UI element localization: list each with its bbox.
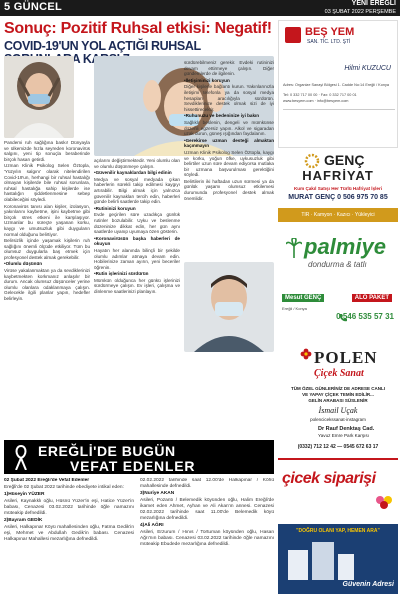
cicek-brand: çicek siparişi — [282, 470, 376, 487]
genc-footer: TIR · Kamyon · Kazıcı · Yükleyici — [301, 212, 375, 218]
obituary-column-2 — [140, 478, 274, 592]
doruk-slogan: "DOĞRU OLANI YAP, HEMEN ARA" — [296, 528, 380, 534]
genc-brand: GENÇ — [324, 152, 365, 168]
obituary-name-text: 2)Bayram GEDİK — [4, 518, 43, 523]
palmiye-person: Mesut GENÇ — [282, 294, 324, 302]
ad-genc-hafriyat[interactable] — [278, 150, 398, 222]
doruk-brand: Güvenin Adresi — [342, 581, 394, 588]
subheading-text: •İletişiminizi koruyun — [184, 77, 230, 83]
polen-person: İsmail Uçak — [318, 406, 358, 415]
obituary-name-text: 4)Ali AĞRI — [140, 523, 164, 528]
besyem-address: Adres: Organize Sanayi Bölgesi 1. Cadde No:14 Ereğli / Konya — [283, 83, 389, 87]
paragraph: Asileri, Erzurum / Hınıs / Tortuman köyünden oğlu, Hasan Ağrı'nın babası. Cenazesi 03.02.2022 tarihinde öğle namazını müteakip Ebudede mezarlığına defnedildi. — [140, 530, 274, 547]
obituary-title — [4, 478, 134, 484]
besyem-brand: BEŞ YEM — [305, 26, 355, 38]
polen-address: Yavuz Emre Park Karşısı — [318, 433, 369, 438]
paragraph: açılarını değiştirmektedir. Yeni olumlu olan ve olumlu düşünmeye çalışın. — [94, 158, 180, 169]
besyem-web: www.besyem.com · info@besyem.com — [283, 99, 349, 103]
ad-besyem[interactable] — [278, 20, 398, 148]
article-column-1 — [4, 140, 90, 436]
palmiye-brand: palmiye — [304, 234, 386, 259]
palmiye-address: Ereğli / Konya — [282, 306, 307, 311]
paragraph: Evde geçirilen süre uzadıkça günlük rutinler bozulabilir. Uyku ve beslenme düzeninize dikkat edin, her gün aynı saatlerde uyanıp uyumaya özen gösterin. — [94, 212, 180, 235]
besyem-person: Hilmi KUZUCU — [344, 65, 391, 72]
paragraph: 02.02.2022 tarihinde saat 12.00'de Halkapınar / Köhü mahallesinde defnedildi. — [140, 478, 274, 489]
paragraph: Asileri, Kaynakklı oğlu, Hüsnü Yüzer'in eşi, Hatice Yüzer'in babası, Cenazesi 03.02.2022 tarihinde öğle namazını müteakip defnedildi. — [4, 499, 134, 516]
obituary-name-text: 1)Hüseyin YÜZER — [4, 492, 45, 497]
paragraph: Koronavirüs tanısı alan kişiler, izolasyon, yakınlarını kaybetme, işini kaybetme gibi birçok stres etkeni ile karşılaşıyor. Uzmanlar bu süreçte yaşanan korku, kaygı ve umutsuzluk gibi duyguların normal olduğunu belirtiyor. — [4, 203, 90, 237]
article-headline: Sonuç: Pozitif Ruhsal etkisi: Negatif! — [4, 20, 272, 37]
ad-cicek-siparisi[interactable] — [278, 458, 398, 522]
paragraph: sürdürebilmeniz gerekir. Evdeki rutininizi devam ettirmeye çalışın. Diğer gündemlerde de ilgilenin. — [184, 60, 274, 77]
subheading-text: •Koronavirüsün başka haberleri de okuyun — [94, 235, 180, 247]
palm-icon — [286, 238, 302, 258]
genc-sub: HAFRİYAT — [302, 168, 374, 183]
genc-services: Kum Çakıl Satışı Her Türlü Hafriyat İşleri — [293, 186, 383, 191]
subheading — [4, 261, 90, 267]
paper-name — [325, 0, 396, 16]
ad-palmiye[interactable] — [278, 224, 398, 344]
subheading — [184, 138, 274, 149]
subheading-text: •Rutininizi koruyun — [94, 205, 136, 211]
banner-line-1: EREĞLİ'DE BUGÜN — [38, 443, 176, 459]
obituary-name — [4, 492, 134, 498]
besyem-tel: Tel: 0 332 717 00 00 · Fax: 0 332 717 00 01 — [283, 93, 357, 97]
genc-footer-bar — [278, 208, 398, 222]
woman-mask-image — [4, 56, 74, 138]
subheading — [184, 113, 274, 119]
paragraph: Uzman Klinik Psikolog Selen Öztopla, kaygı ve korku, yoğun öfke, uykusuzluk gibi belirtiler uzun süre devam ediyorsa mutlaka bir uzmana başvurulması gerektiğini söyledi. — [184, 149, 274, 178]
paragraph: Uzman Klinik Psikolog Selen Öztopla, 'Yüzyılın salgını' olarak nitelendirilen Covid-19'un, herhangi bir ruhsal hastalığı olmayan kişilerde bile ruhsal sorunlara, ruhsal hastalığa sahip kişilerde ise hastalığın şiddetlenmesine sebep olabileceğini söyledi. — [4, 163, 90, 202]
subheading-text: •Güvenilir kaynaklardan bilgi edinin — [94, 170, 172, 176]
building-icon — [286, 540, 356, 580]
banner-line-2: VEFAT EDENLER — [70, 458, 196, 474]
palmiye-phone: 0 546 535 57 31 — [336, 312, 394, 321]
besyem-divider — [283, 109, 395, 110]
polen-insta: polencicekssanat·instagram — [310, 417, 366, 422]
besyem-sub: SAN. TİC. LTD. ŞTİ — [307, 39, 351, 45]
paragraph: Belirtilerin iki haftadan uzun sürmesi ya da günlük yaşamı olumsuz etkilemesi durumunda profesyonel destek almak önemlidir. — [184, 178, 274, 201]
article-photo-woman — [4, 56, 74, 138]
paper-title: YENİ EREĞLİ — [351, 0, 396, 7]
subheading-text: •Olumlu düşünün — [4, 261, 43, 267]
ad-polen[interactable] — [278, 346, 398, 456]
besyem-logo — [285, 27, 301, 43]
article-column-2 — [94, 158, 180, 436]
polen-line3: GELİN ARABASI SÜSLENİR — [308, 398, 368, 403]
subheading-text: •Rutin işlerinizi sürdürün — [94, 271, 149, 277]
obituary-name — [140, 523, 274, 529]
paragraph: Pandemi ruh sağlığına baskı! Dünyayla ve ülkemizde hızla seyreden koronavirüs salgını, yeni tip sonuçla beraberinde birçok hasarı getirdi. — [4, 140, 90, 162]
ad-guvenin-adresi[interactable] — [278, 524, 398, 594]
obituary-name — [140, 491, 274, 497]
polen-brand: POLEN — [314, 348, 378, 367]
paragraph: Virüse yakalanmaktan ya da sevdiklerinizi kaybetmekten korkmanız anlaşılır bir durum. Ancak olumsuz düşünceler yerine olumlu olanlara odaklanmaya çalışın. Gelecekle ilgili planlar yapın, hedefler belirleyin. — [4, 268, 90, 302]
subheading-text: •Ruhunuzu ve bedeninize iyi bakın — [184, 113, 260, 119]
palmiye-orders: ALO PAKET — [352, 294, 392, 302]
polen-tel: (0332) 712 12 42 — 0545 672 63 17 — [297, 444, 379, 450]
bouquet-icon — [374, 494, 394, 514]
genc-phone: MURAT GENÇ 0 506 975 70 85 — [288, 194, 388, 201]
issue-date: 03 ŞUBAT 2022 PERŞEMBE — [324, 9, 396, 15]
obituary-name-text: 3)Nuriye AKAN — [140, 491, 175, 496]
obituary-column-1 — [4, 478, 134, 592]
subheading — [94, 236, 180, 247]
article-subhead: COVID-19'UN YOL AÇTIĞI RUHSAL — [4, 39, 201, 53]
paragraph: Hayatın her alanında bilinçli bir şekilde olumlu adımlar atmaya devam edin. Hobilerinize zaman ayırın, yeni beceriler öğrenin. — [94, 247, 180, 270]
paragraph: Asileri, Pozantı / Belemedik köyünden oğlu, Halim Ereğli'de ikamet eden Ahmet, Ayhan ve Ali Akan'ın annesi. Cenazesi 02.02.2022 tarihinde saat 11.00'de Belemedik köyü mezarlığına defnedildi. — [140, 498, 274, 521]
paragraph: Medya ve sosyal medyada çıkan haberlerin sürekli takip edilmesi kaygıyı artırabilir. Bilgi almak için yalnızca güvenilir kaynakları tercih edin, haberleri günde belirli saatlerde takip edin. — [94, 176, 180, 205]
polen-doctor: Dr Rauf Denktaş Cad. — [318, 426, 375, 432]
obituary-name — [4, 518, 134, 524]
obituary-title-text: 02 Şubat 2022 Ereğli'de Vefat Edenler — [4, 478, 90, 483]
article-column-3 — [184, 60, 274, 300]
subheading — [94, 206, 180, 212]
page-header — [0, 0, 400, 16]
paragraph: Belirsizlik içinde yaşamak kişilerin ruh sağlığını önemli ölçüde etkiliyor. Tüm bu olumsuz duygularla baş etmek için profesyonel destek almak gerekebilir. — [4, 238, 90, 260]
obituary-banner — [4, 440, 274, 474]
black-ribbon-icon — [14, 444, 28, 470]
subheading — [94, 170, 180, 176]
paragraph: Mümkün olduğunca her günkü işlerinizi sürdürmeye çalışın. Ev işleri, çalışma ve dinlenme saatlerinizi planlayın. — [94, 277, 180, 295]
gear-icon — [304, 153, 320, 169]
flower-icon — [300, 348, 312, 360]
paragraph: Diğer kişilerle bağlantı kurun. Yakınlarınızla iletişimi telefonla ya da sosyal medya hesapları aracılığıyla sürdürün. Sevdiklerinize destek olmak sizi de iyi hissettirecektir. — [184, 84, 274, 112]
polen-line2: VE YAPAY ÇİÇEK TEMİN EDİLİR... — [302, 392, 374, 397]
palmiye-sub: dondurma & tatlı — [308, 260, 367, 269]
paragraph: Ereğli'de 02 Şubat 2022 tarihinde ebediyete intikal eden: — [4, 485, 124, 490]
subheading-text: •Gerekirse uzman desteği almaktan kaçınmayın — [184, 137, 274, 149]
paragraph: Sağlıklı beslenin, dengeli ve mümkünse düzenli egzersiz yapın. Alkol ve sigaradan uzak durun, güneş ışığından faydalanın. — [184, 119, 274, 137]
paragraph: Asileri, Halkapınar Köyü mahallesinden oğlu, Fatma Gedik'in eşi, Mehmet ve Abdullah Gedik'in babası. Cenazesi Halkapınar Mahallesi mezarlığına defnedildi. — [4, 525, 134, 542]
subheading — [184, 78, 274, 84]
polen-sub: Çiçek Sanat — [314, 368, 364, 379]
subheading — [94, 271, 180, 277]
page-section: 5 GÜNCEL — [4, 1, 63, 13]
polen-line1: TÜM ÖZEL GÜNLERİNİZ DE ADRESE CANLI — [290, 386, 385, 391]
